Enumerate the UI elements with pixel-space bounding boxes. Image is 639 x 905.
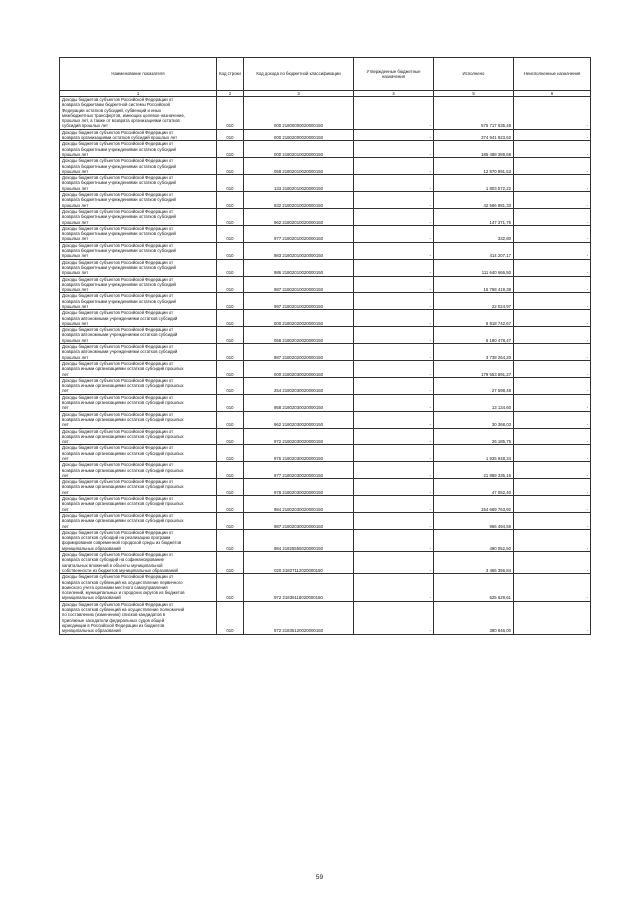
table-body (60, 97, 591, 635)
cell-unexec: - (514, 360, 591, 377)
column-number: 6 (514, 91, 591, 97)
cell-name: Доходы бюджетов субъектов Российской Федерации от возврата остатков субсидий на реализацию программ формирования современной городской среды из бюджетов муниципальных образований (60, 529, 217, 551)
cell-kbk: 133 21802010020000150 (244, 175, 354, 192)
cell-approved: - (354, 276, 434, 293)
cell-code: 010 (217, 377, 244, 394)
cell-code: 010 (217, 192, 244, 209)
column-number: 2 (217, 91, 244, 97)
cell-exec: 47 052,40 (434, 479, 514, 496)
cell-approved: - (354, 344, 434, 361)
cell-approved: - (354, 411, 434, 428)
cell-code: 010 (217, 293, 244, 310)
cell-approved: - (354, 428, 434, 445)
table-row (60, 225, 591, 242)
cell-unexec: - (514, 411, 591, 428)
cell-kbk: 987 21802030020000150 (244, 512, 354, 529)
table-row (60, 445, 591, 462)
table-row (60, 512, 591, 529)
header-row (60, 58, 591, 91)
table-row (60, 208, 591, 225)
table-row (60, 411, 591, 428)
cell-exec: 179 553 891,27 (434, 360, 514, 377)
cell-code: 010 (217, 512, 244, 529)
cell-code: 010 (217, 394, 244, 411)
page-number: 59 (315, 874, 324, 881)
cell-unexec: - (514, 394, 591, 411)
cell-code: 010 (217, 428, 244, 445)
cell-name: Доходы бюджетов субъектов Российской Федерации от возврата бюджетными учреждениями остатков субсидий прошлых лет (60, 141, 217, 158)
table-row (60, 462, 591, 479)
cell-exec: 13 134,60 (434, 394, 514, 411)
cell-kbk: 997 21802010020000150 (244, 293, 354, 310)
cell-exec: 15 768 419,38 (434, 276, 514, 293)
table-row (60, 310, 591, 327)
table-row (60, 192, 591, 209)
cell-kbk: 000 21800000020000150 (244, 97, 354, 130)
cell-kbk: 977 21802010020000150 (244, 225, 354, 242)
cell-code: 010 (217, 276, 244, 293)
cell-exec: 185 488 389,68 (434, 141, 514, 158)
cell-code: 010 (217, 529, 244, 551)
cell-name: Доходы бюджетов субъектов Российской Федерации от возврата остатков субвенций на осуществление первичного воинского учета органами местного самоуправления поселений, муниципальных и городских округов из бюджетов муниципальных образований (60, 574, 217, 601)
cell-code: 010 (217, 496, 244, 513)
table-row (60, 360, 591, 377)
cell-exec: 380 846,00 (434, 601, 514, 634)
cell-exec: 154 669 763,92 (434, 496, 514, 513)
cell-name: Доходы бюджетов субъектов Российской Федерации от возврата иными организациями остатков субсидий прошлых лет (60, 377, 217, 394)
cell-unexec: - (514, 377, 591, 394)
cell-approved: - (354, 360, 434, 377)
cell-approved: - (354, 259, 434, 276)
table-row (60, 601, 591, 634)
cell-exec: 147 371,76 (434, 208, 514, 225)
table-row (60, 129, 591, 141)
cell-approved: - (354, 394, 434, 411)
cell-code: 010 (217, 141, 244, 158)
cell-code: 010 (217, 259, 244, 276)
table-row (60, 293, 591, 310)
cell-approved: - (354, 192, 434, 209)
cell-name: Доходы бюджетов субъектов Российской Федерации от возврата бюджетными учреждениями остатков субсидий прошлых лет (60, 259, 217, 276)
cell-unexec: - (514, 529, 591, 551)
table-row (60, 141, 591, 158)
cell-kbk: 962 21802030020000150 (244, 411, 354, 428)
cell-unexec: - (514, 97, 591, 130)
cell-unexec: - (514, 496, 591, 513)
cell-approved: - (354, 310, 434, 327)
cell-kbk: 000 21802020020000150 (244, 310, 354, 327)
cell-name: Доходы бюджетов субъектов Российской Федерации от возврата автономными учреждениями остатков субсидий прошлых лет (60, 344, 217, 361)
cell-exec: 42 586 881,33 (434, 192, 514, 209)
cell-unexec: - (514, 479, 591, 496)
header-unexec: Неисполненные назначения (514, 58, 591, 91)
cell-exec: 490 052,50 (434, 529, 514, 551)
cell-unexec: - (514, 310, 591, 327)
report-sheet (59, 57, 591, 635)
cell-name: Доходы бюджетов субъектов Российской Федерации от возврата остатков субвенций на осуществление полномочий по составлению (изменению) списков кандидатов в присяжные заседатели федеральных судов общей юрисдикции в Российской Федерации из бюджетов муниципальных образований (60, 601, 217, 634)
cell-kbk: 984 21825555020000150 (244, 529, 354, 551)
cell-exec: 26 185,75 (434, 428, 514, 445)
cell-unexec: - (514, 129, 591, 141)
cell-kbk: 932 21802010020000150 (244, 192, 354, 209)
cell-exec: 625 629,61 (434, 574, 514, 601)
table-row (60, 97, 591, 130)
cell-exec: 1 803 572,22 (434, 175, 514, 192)
cell-kbk: 000 21802010020000150 (244, 141, 354, 158)
cell-name: Доходы бюджетов субъектов Российской Федерации от возврата иными организациями остатков субсидий прошлых лет (60, 512, 217, 529)
cell-code: 010 (217, 445, 244, 462)
cell-unexec: - (514, 344, 591, 361)
cell-kbk: 000 21802000020000150 (244, 129, 354, 141)
cell-kbk: 987 21802010020000150 (244, 276, 354, 293)
cell-approved: - (354, 574, 434, 601)
cell-name: Доходы бюджетов субъектов Российской Федерации от возврата автономными учреждениями остатков субсидий прошлых лет (60, 327, 217, 344)
cell-kbk: 972 21835120020000150 (244, 601, 354, 634)
cell-approved: - (354, 496, 434, 513)
cell-kbk: 254 21802030020000150 (244, 377, 354, 394)
cell-exec: 111 640 666,50 (434, 259, 514, 276)
table-row (60, 529, 591, 551)
cell-name: Доходы бюджетов субъектов Российской Федерации от возврата автономными учреждениями остатков субсидий прошлых лет (60, 310, 217, 327)
income-report-table (59, 57, 591, 635)
cell-kbk: 976 21802030020000150 (244, 445, 354, 462)
cell-code: 010 (217, 601, 244, 634)
cell-kbk: 958 21802030020000150 (244, 394, 354, 411)
table-row (60, 327, 591, 344)
cell-approved: - (354, 293, 434, 310)
cell-code: 010 (217, 552, 244, 574)
cell-kbk: 978 21802030020000150 (244, 479, 354, 496)
cell-code: 010 (217, 310, 244, 327)
cell-unexec: - (514, 552, 591, 574)
cell-exec: 30 368,03 (434, 411, 514, 428)
column-number: 3 (244, 91, 354, 97)
cell-exec: 966 494,59 (434, 512, 514, 529)
cell-name: Доходы бюджетов субъектов Российской Федерации от возврата остатков субсидий на софинансирование капитальных вложений в объекты муниципальной собственности из бюджетов муниципальных образований (60, 552, 217, 574)
table-row (60, 394, 591, 411)
cell-approved: - (354, 242, 434, 259)
header-approved: Утвержденные бюджетные назначения (354, 58, 434, 91)
header-name: Наименование показателя (60, 58, 217, 91)
cell-code: 010 (217, 97, 244, 130)
cell-unexec: - (514, 512, 591, 529)
cell-kbk: 058 21802010020000150 (244, 158, 354, 175)
cell-approved: - (354, 175, 434, 192)
table-row (60, 242, 591, 259)
cell-code: 010 (217, 479, 244, 496)
header-code: Код строки (217, 58, 244, 91)
cell-name: Доходы бюджетов субъектов Российской Федерации от возврата иными организациями остатков субсидий прошлых лет (60, 479, 217, 496)
cell-name: Доходы бюджетов субъектов Российской Федерации от возврата бюджетными учреждениями остатков субсидий прошлых лет (60, 242, 217, 259)
cell-approved: - (354, 445, 434, 462)
table-row (60, 259, 591, 276)
cell-approved: - (354, 377, 434, 394)
cell-name: Доходы бюджетов субъектов Российской Федерации от возврата бюджетными учреждениями остатков субсидий прошлых лет (60, 192, 217, 209)
cell-name: Доходы бюджетов субъектов Российской Федерации от возврата бюджетными учреждениями остатков субсидий прошлых лет (60, 293, 217, 310)
cell-unexec: - (514, 225, 591, 242)
cell-code: 010 (217, 327, 244, 344)
cell-exec: 12 870 991,53 (434, 158, 514, 175)
cell-unexec: - (514, 158, 591, 175)
cell-unexec: - (514, 141, 591, 158)
cell-approved: - (354, 225, 434, 242)
cell-name: Доходы бюджетов субъектов Российской Федерации от возврата иными организациями остатков субсидий прошлых лет (60, 496, 217, 513)
cell-code: 010 (217, 129, 244, 141)
cell-exec: 1 935 948,34 (434, 445, 514, 462)
cell-approved: - (354, 327, 434, 344)
cell-approved: - (354, 512, 434, 529)
table-row (60, 377, 591, 394)
table-row (60, 552, 591, 574)
cell-code: 010 (217, 574, 244, 601)
cell-approved: - (354, 462, 434, 479)
cell-approved: - (354, 552, 434, 574)
cell-kbk: 020 21827112020000150 (244, 552, 354, 574)
cell-approved: - (354, 97, 434, 130)
cell-unexec: - (514, 175, 591, 192)
table-row (60, 276, 591, 293)
column-number: 1 (60, 91, 217, 97)
column-number: 4 (354, 91, 434, 97)
cell-approved: - (354, 208, 434, 225)
cell-unexec: - (514, 327, 591, 344)
table-row (60, 574, 591, 601)
cell-unexec: - (514, 574, 591, 601)
cell-kbk: 058 21802020020000150 (244, 327, 354, 344)
cell-kbk: 986 21802010020000150 (244, 259, 354, 276)
cell-unexec: - (514, 462, 591, 479)
cell-approved: - (354, 158, 434, 175)
cell-kbk: 962 21802010020000150 (244, 208, 354, 225)
table-row (60, 158, 591, 175)
cell-code: 010 (217, 208, 244, 225)
cell-unexec: - (514, 445, 591, 462)
cell-name: Доходы бюджетов субъектов Российской Федерации от возврата бюджетными учреждениями остатков субсидий прошлых лет (60, 276, 217, 293)
cell-unexec: - (514, 428, 591, 445)
cell-kbk: 000 21802030020000150 (244, 360, 354, 377)
cell-kbk: 972 21802030020000150 (244, 428, 354, 445)
cell-unexec: - (514, 293, 591, 310)
table-row (60, 479, 591, 496)
cell-exec: 575 717 635,48 (434, 97, 514, 130)
cell-name: Доходы бюджетов субъектов Российской Федерации от возврата иными организациями остатков субсидий прошлых лет (60, 462, 217, 479)
cell-unexec: - (514, 242, 591, 259)
cell-name: Доходы бюджетов субъектов Российской Федерации от возврата иными организациями остатков субсидий прошлых лет (60, 394, 217, 411)
cell-code: 010 (217, 175, 244, 192)
cell-exec: 21 889 335,16 (434, 462, 514, 479)
cell-name: Доходы бюджетов субъектов Российской Федерации от возврата бюджетными учреждениями остатков субсидий прошлых лет (60, 175, 217, 192)
cell-code: 010 (217, 360, 244, 377)
cell-code: 010 (217, 158, 244, 175)
header-kbk: Код дохода по бюджетной классификации (244, 58, 354, 91)
cell-name: Доходы бюджетов субъектов Российской Федерации от возврата иными организациями остатков субсидий прошлых лет (60, 411, 217, 428)
cell-name: Доходы бюджетов субъектов Российской Федерации от возврата иными организациями остатков субсидий прошлых лет (60, 428, 217, 445)
table-row (60, 344, 591, 361)
cell-exec: 3 738 264,20 (434, 344, 514, 361)
cell-exec: 6 180 478,47 (434, 327, 514, 344)
cell-code: 010 (217, 225, 244, 242)
cell-approved: - (354, 129, 434, 141)
column-number: 5 (434, 91, 514, 97)
cell-name: Доходы бюджетов субъектов Российской Федерации от возврата бюджетами бюджетной системы Российской Федерации остатков субсидий, субвенций и иных межбюджетных трансфертов, имеющих целевое назначение, прошлых лет, а также от возврата организациями остатков субсидий прошлых лет (60, 97, 217, 130)
cell-exec: 22 024,97 (434, 293, 514, 310)
cell-exec: 332,80 (434, 225, 514, 242)
cell-unexec: - (514, 208, 591, 225)
cell-exec: 414 207,17 (434, 242, 514, 259)
cell-exec: 3 466 356,84 (434, 552, 514, 574)
cell-exec: 27 598,48 (434, 377, 514, 394)
table-row (60, 428, 591, 445)
cell-kbk: 984 21802030020000150 (244, 496, 354, 513)
header-exec: Исполнено (434, 58, 514, 91)
cell-unexec: - (514, 276, 591, 293)
cell-kbk: 972 21835118020000150 (244, 574, 354, 601)
cell-unexec: - (514, 601, 591, 634)
cell-kbk: 987 21802020020000150 (244, 344, 354, 361)
cell-unexec: - (514, 259, 591, 276)
cell-exec: 374 941 923,62 (434, 129, 514, 141)
cell-name: Доходы бюджетов субъектов Российской Федерации от возврата организациями остатков субсидий прошлых лет (60, 129, 217, 141)
table-row (60, 496, 591, 513)
cell-code: 010 (217, 462, 244, 479)
cell-code: 010 (217, 344, 244, 361)
cell-kbk: 983 21802010020000150 (244, 242, 354, 259)
cell-code: 010 (217, 411, 244, 428)
cell-kbk: 977 21802030020000150 (244, 462, 354, 479)
cell-name: Доходы бюджетов субъектов Российской Федерации от возврата бюджетными учреждениями остатков субсидий прошлых лет (60, 225, 217, 242)
cell-approved: - (354, 479, 434, 496)
cell-code: 010 (217, 242, 244, 259)
cell-unexec: - (514, 192, 591, 209)
cell-name: Доходы бюджетов субъектов Российской Федерации от возврата бюджетными учреждениями остатков субсидий прошлых лет (60, 158, 217, 175)
table-row (60, 175, 591, 192)
cell-name: Доходы бюджетов субъектов Российской Федерации от возврата иными организациями остатков субсидий прошлых лет (60, 445, 217, 462)
cell-approved: - (354, 601, 434, 634)
cell-approved: - (354, 529, 434, 551)
cell-exec: 9 918 742,67 (434, 310, 514, 327)
cell-name: Доходы бюджетов субъектов Российской Федерации от возврата иными организациями остатков субсидий прошлых лет (60, 360, 217, 377)
cell-approved: - (354, 141, 434, 158)
cell-name: Доходы бюджетов субъектов Российской Федерации от возврата бюджетными учреждениями остатков субсидий прошлых лет (60, 208, 217, 225)
